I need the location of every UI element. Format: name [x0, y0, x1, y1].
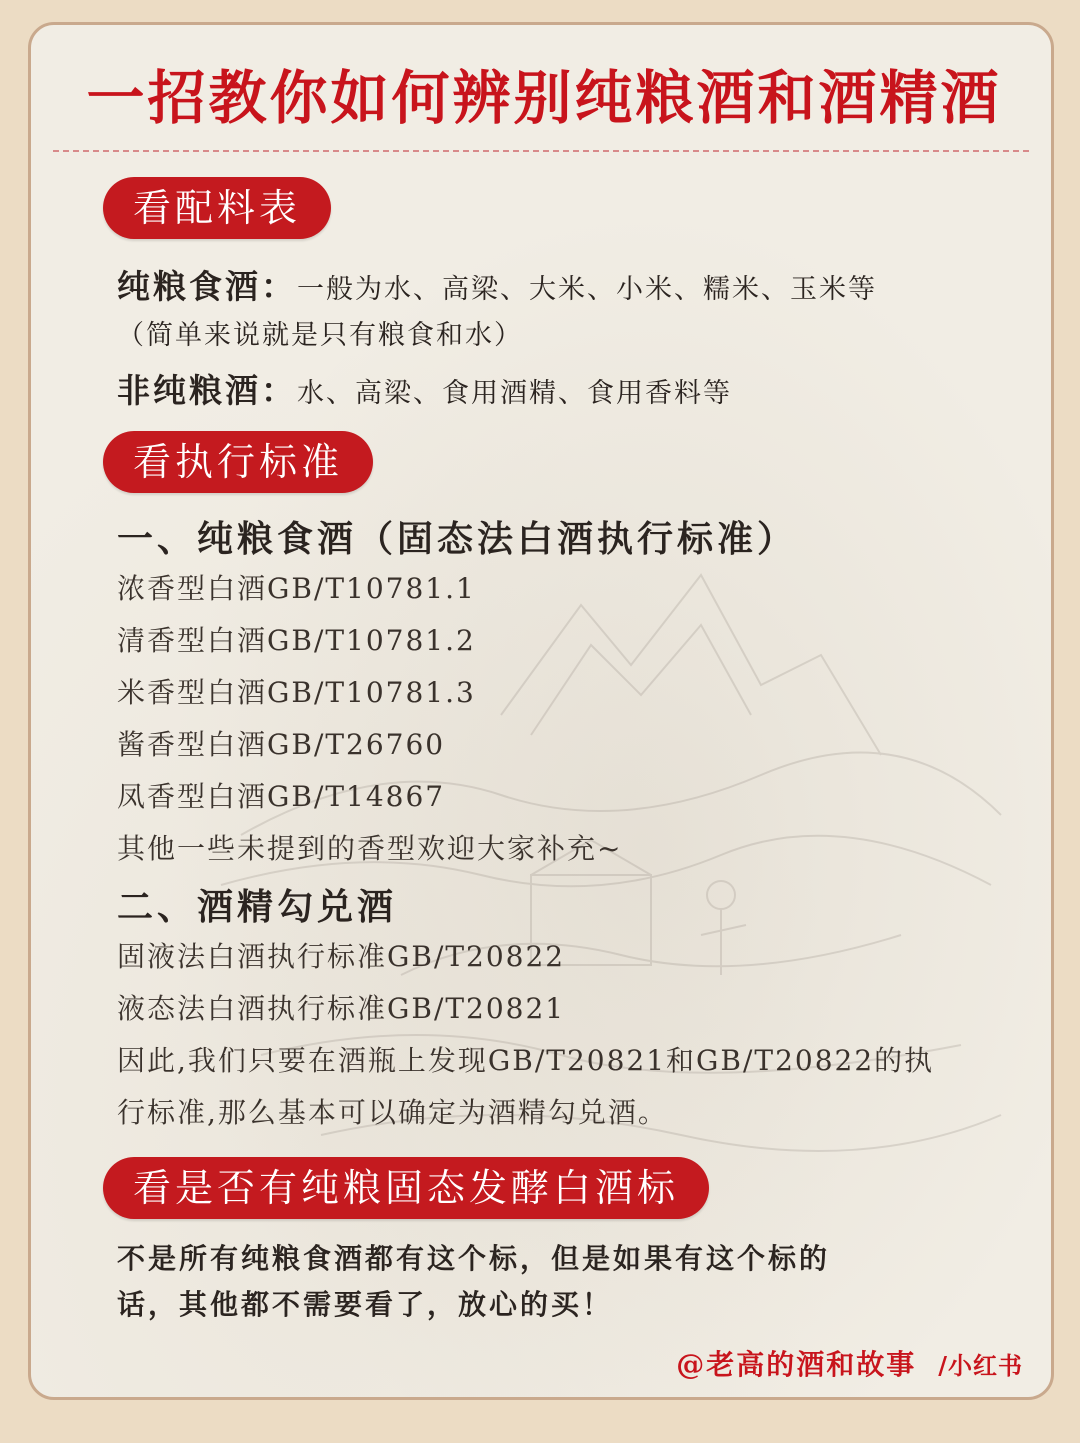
standard-item: 米香型白酒GB/T10781.3: [117, 676, 476, 709]
certification-note-line: 话，其他都不需要看了，放心的买！: [117, 1288, 614, 1321]
standard-item-note: 其他一些未提到的香型欢迎大家补充~: [117, 832, 623, 865]
platform-brand: /小红书: [938, 1351, 1023, 1380]
section-pill-certification-label: 看是否有纯粮固态发酵白酒标: [103, 1157, 709, 1219]
standard-item: 固液法白酒执行标准GB/T20822: [117, 940, 566, 973]
standard-item: 液态法白酒执行标准GB/T20821: [117, 992, 566, 1025]
conclusion-line: 行标准,那么基本可以确定为酒精勾兑酒。: [117, 1096, 668, 1129]
conclusion-line: 因此,我们只要在酒瓶上发现GB/T20821和GB/T20822的执: [117, 1044, 935, 1077]
heading-pure-grain-standards: 一、纯粮食酒（固态法白酒执行标准）: [117, 518, 798, 560]
standard-item: 清香型白酒GB/T10781.2: [117, 624, 476, 657]
heading-blended-alcohol: 二、酒精勾兑酒: [117, 886, 398, 928]
content-card: [28, 22, 1054, 1400]
grain-ingredients-row: [117, 261, 877, 308]
non-grain-ingredients-text: 水、高梁、食用酒精、食用香料等: [297, 378, 732, 409]
standard-item: 浓香型白酒GB/T10781.1: [117, 572, 476, 605]
page-title: 一招教你如何辨别纯粮酒和酒精酒: [86, 64, 1002, 132]
non-grain-ingredients-row: [117, 365, 732, 412]
author-handle: @老高的酒和故事: [676, 1348, 917, 1381]
standard-item: 酱香型白酒GB/T26760: [117, 728, 446, 761]
section-pill-ingredients: 看配料表: [103, 177, 331, 239]
section-pill-standards: 看执行标准: [103, 431, 373, 493]
standard-item: 凤香型白酒GB/T14867: [117, 780, 446, 813]
grain-label: 纯粮食酒：: [117, 267, 297, 306]
grain-ingredients-text: 一般为水、高梁、大米、小米、糯米、玉米等: [297, 274, 877, 305]
grain-note: （简单来说就是只有粮食和水）: [117, 320, 523, 351]
author-watermark: [676, 1343, 1023, 1383]
title-divider: [53, 150, 1029, 152]
non-grain-label: 非纯粮酒：: [117, 371, 297, 410]
certification-note-line: 不是所有纯粮食酒都有这个标，但是如果有这个标的: [117, 1242, 831, 1275]
